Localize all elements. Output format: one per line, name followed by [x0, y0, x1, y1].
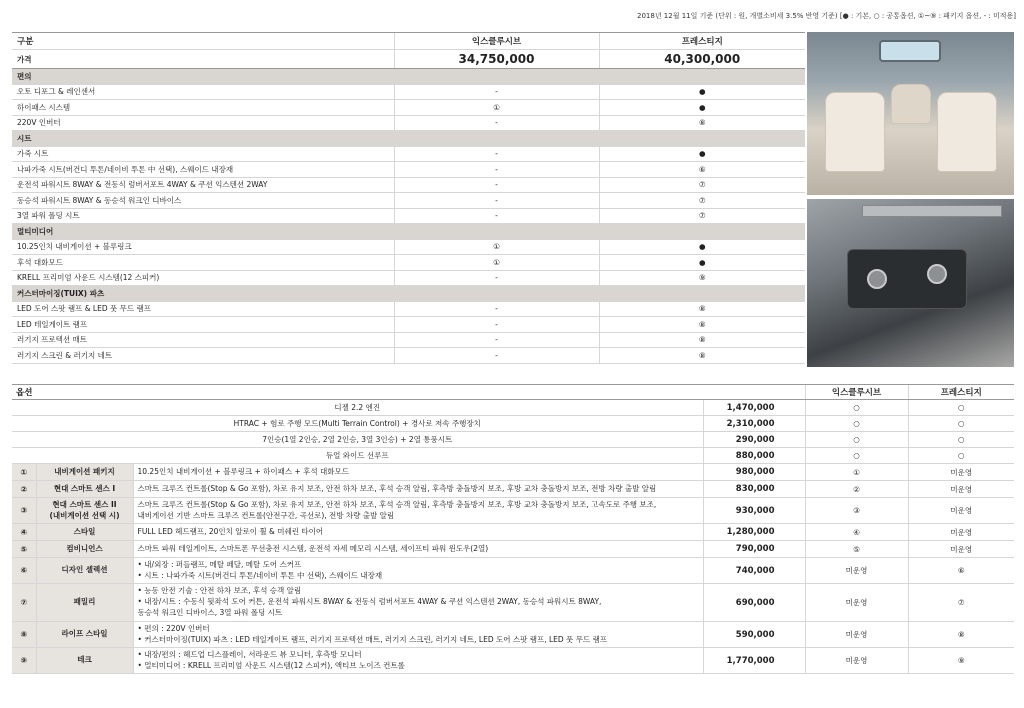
- spec-row: [12, 270, 805, 286]
- section-header: [12, 286, 805, 302]
- price-value: 34,750,000: [394, 50, 599, 69]
- package-desc-line: • 편의 : 220V 인버터: [137, 623, 210, 633]
- sunroof-shape: [879, 40, 941, 62]
- option-avail: ⑨: [908, 648, 1014, 674]
- spec-name: 하이패스 시스템: [12, 100, 394, 116]
- spec-value: ①: [394, 255, 599, 271]
- package-number: ⑨: [12, 648, 36, 674]
- spec-value: -: [394, 348, 599, 364]
- common-option-name: 듀얼 와이드 선루프: [12, 448, 703, 464]
- package-name: [36, 558, 133, 584]
- spec-name: 오토 디포그 & 레인센서: [12, 84, 394, 100]
- common-option-row: [12, 448, 1014, 464]
- option-avail: ○: [805, 432, 908, 448]
- spec-name: KRELL 프리미엄 사운드 시스템(12 스피커): [12, 270, 394, 286]
- spec-table: [12, 32, 805, 364]
- package-desc-line: • 능동 안전 기술 : 안전 하차 보조, 후석 승객 알림: [137, 586, 302, 596]
- trim-header: 프레스티지: [599, 33, 805, 50]
- package-desc-line: • 시트 : 나파가죽 시트(버건디 투톤/네이비 투톤 中 선택), 스웨이드 내장재: [137, 570, 383, 580]
- spec-value: -: [394, 317, 599, 333]
- spec-name: 나파가죽 시트(버건디 투톤/네이비 투톤 中 선택), 스웨이드 내장재: [12, 162, 394, 178]
- spec-value: ●: [599, 84, 805, 100]
- package-row: [12, 584, 1014, 622]
- price-label: 가격: [12, 50, 394, 69]
- section-title: 커스터마이징(TUIX) 파츠: [12, 286, 805, 302]
- option-price: 830,000: [703, 481, 805, 498]
- package-name-text: 테크: [77, 655, 92, 665]
- spec-name: 10.25인치 내비게이션 + 블루링크: [12, 239, 394, 255]
- package-number: ⑥: [12, 558, 36, 584]
- option-avail: ○: [805, 416, 908, 432]
- spec-row: [12, 255, 805, 271]
- package-desc-line: • 내장/편의 : 헤드업 디스플레이, 서라운드 뷰 모니터, 후측방 모니터: [137, 649, 362, 659]
- spec-value: ⑧: [599, 115, 805, 131]
- section-title: 편의: [12, 69, 805, 85]
- package-row: [12, 648, 1014, 674]
- options-header: [12, 385, 1014, 400]
- spec-row: [12, 84, 805, 100]
- option-price: 290,000: [703, 432, 805, 448]
- spec-row: [12, 162, 805, 178]
- option-avail: ③: [805, 498, 908, 524]
- package-desc-line: • 멀티미디어 : KRELL 프리미엄 사운드 시스템(12 스피커), 액티브 노이즈 컨트롤: [137, 660, 405, 670]
- package-desc-line: • 내장/시트 : 수동식 뒷좌석 도어 커튼, 운전석 파워시트 8WAY & 전동식 럼버서포트 4WAY & 쿠션 익스텐션 2WAY, 동승석 파워시트 8WAY,: [137, 597, 602, 607]
- section-header: [12, 224, 805, 240]
- spec-value: ①: [394, 100, 599, 116]
- header-row: [12, 33, 805, 50]
- option-price: 740,000: [703, 558, 805, 584]
- package-desc: [133, 622, 703, 648]
- option-price: 1,280,000: [703, 524, 805, 541]
- package-number: ⑤: [12, 541, 36, 558]
- price-row: [12, 50, 805, 69]
- package-number: ④: [12, 524, 36, 541]
- option-avail: 미운영: [908, 524, 1014, 541]
- spec-row: [12, 177, 805, 193]
- package-desc-line: FULL LED 헤드램프, 20인치 알로이 휠 & 미쉐린 타이어: [137, 526, 324, 536]
- console-shape: [847, 249, 967, 309]
- package-name: [36, 524, 133, 541]
- package-row: [12, 541, 1014, 558]
- spec-row: [12, 348, 805, 364]
- spec-value: -: [394, 332, 599, 348]
- spec-row: [12, 317, 805, 333]
- package-desc-line: 내비게이션 기반 스마트 크루즈 컨트롤(안전구간, 곡선로), 전방 차량 출발 알림: [137, 510, 395, 520]
- dash-strip: [862, 205, 1002, 217]
- option-avail: 미운영: [908, 541, 1014, 558]
- option-avail: ④: [805, 524, 908, 541]
- package-number: ⑦: [12, 584, 36, 622]
- spec-row: [12, 301, 805, 317]
- package-name: [36, 541, 133, 558]
- package-name: [36, 464, 133, 481]
- spec-name: LED 테일게이트 램프: [12, 317, 394, 333]
- spec-value: -: [394, 162, 599, 178]
- option-avail: 미운영: [805, 648, 908, 674]
- package-name-text: 현대 스마트 센스 I: [53, 483, 116, 493]
- section-title: 시트: [12, 131, 805, 147]
- seat-left: [825, 92, 885, 172]
- option-price: 980,000: [703, 464, 805, 481]
- option-avail: 미운영: [805, 558, 908, 584]
- common-option-row: [12, 416, 1014, 432]
- spec-row: [12, 332, 805, 348]
- package-desc-line: 스마트 크루즈 컨트롤(Stop & Go 포함), 차로 유지 보조, 안전 하차 보조, 후석 승객 알림, 후측방 충돌방지 보조, 후방 교차 충돌방지 보조, 전방 차량 출발 알림: [137, 483, 657, 493]
- package-desc-line: 스마트 크루즈 컨트롤(Stop & Go 포함), 차로 유지 보조, 안전 하차 보조, 후석 승객 알림, 후측방 충돌방지 보조, 후방 교차 충돌방지 보조, 고속도로 주행 보조,: [137, 499, 657, 509]
- option-price: 790,000: [703, 541, 805, 558]
- spec-row: [12, 146, 805, 162]
- spec-row: [12, 239, 805, 255]
- option-avail: ②: [805, 481, 908, 498]
- common-option-name: HTRAC + 험로 주행 모드(Multi Terrain Control) + 경사로 저속 주행장치: [12, 416, 703, 432]
- option-avail: ⑥: [908, 558, 1014, 584]
- package-desc: [133, 498, 703, 524]
- option-price: 1,770,000: [703, 648, 805, 674]
- spec-name: 러기지 프로텍션 매트: [12, 332, 394, 348]
- spec-value: -: [394, 146, 599, 162]
- spec-value: ⑦: [599, 193, 805, 209]
- common-option-row: [12, 400, 1014, 416]
- package-desc-line: 스마트 파워 테일게이트, 스마트폰 무선충전 시스템, 운전석 자세 메모리 시스템, 세이프티 파워 윈도우(2열): [137, 543, 489, 553]
- spec-row: [12, 208, 805, 224]
- option-avail: ⑤: [805, 541, 908, 558]
- package-number: ①: [12, 464, 36, 481]
- option-avail: ①: [805, 464, 908, 481]
- package-name-sub: (내비게이션 선택 시): [49, 510, 120, 520]
- package-name: [36, 481, 133, 498]
- package-row: [12, 464, 1014, 481]
- header-label: 구분: [12, 33, 394, 50]
- option-avail: 미운영: [908, 464, 1014, 481]
- option-price: 590,000: [703, 622, 805, 648]
- option-avail: ○: [908, 400, 1014, 416]
- section-title: 멀티미디어: [12, 224, 805, 240]
- package-name-text: 디자인 셀렉션: [61, 565, 108, 575]
- spec-name: LED 도어 스팟 램프 & LED 풋 무드 램프: [12, 301, 394, 317]
- spec-value: ⑦: [599, 177, 805, 193]
- spec-row: [12, 193, 805, 209]
- center-console-photo: [807, 199, 1014, 367]
- spec-value: ⑨: [599, 270, 805, 286]
- spec-value: ●: [599, 100, 805, 116]
- section-header: [12, 131, 805, 147]
- spec-value: -: [394, 208, 599, 224]
- package-name-text: 스타일: [73, 526, 96, 536]
- package-desc: [133, 584, 703, 622]
- package-row: [12, 481, 1014, 498]
- package-row: [12, 498, 1014, 524]
- package-name-text: 패밀리: [73, 597, 96, 607]
- spec-value: ●: [599, 255, 805, 271]
- spec-value: -: [394, 301, 599, 317]
- package-name: [36, 622, 133, 648]
- spec-value: -: [394, 270, 599, 286]
- spec-value: -: [394, 177, 599, 193]
- options-trim: 익스클루시브: [805, 385, 908, 400]
- price-note: 2018년 12월 11일 기준 (단위 : 원, 개별소비세 3.5% 반영 기준) [● : 기본, ○ : 공통옵션, ①~⑨ : 패키지 옵션, - : 미적용]: [637, 12, 1016, 20]
- package-desc-line: 동승석 워크인 디바이스, 3열 파워 폴딩 시트: [137, 607, 283, 617]
- option-price: 690,000: [703, 584, 805, 622]
- spec-value: ⑥: [599, 162, 805, 178]
- seat-rear: [891, 84, 931, 124]
- interior-seats-photo: [807, 32, 1014, 195]
- spec-value: -: [394, 84, 599, 100]
- spec-value: -: [394, 193, 599, 209]
- spec-value: -: [394, 115, 599, 131]
- spec-name: 운전석 파워시트 8WAY & 전동식 럼버서포트 4WAY & 쿠션 익스텐션 2WAY: [12, 177, 394, 193]
- package-name: [36, 648, 133, 674]
- option-avail: 미운영: [805, 622, 908, 648]
- option-avail: 미운영: [908, 498, 1014, 524]
- option-avail: ○: [908, 432, 1014, 448]
- spec-row: [12, 115, 805, 131]
- package-name: [36, 498, 133, 524]
- option-avail: 미운영: [805, 584, 908, 622]
- trim-header: 익스클루시브: [394, 33, 599, 50]
- option-avail: ⑦: [908, 584, 1014, 622]
- package-name-text: 현대 스마트 센스 II: [52, 500, 117, 510]
- spec-value: ⑧: [599, 348, 805, 364]
- section-header: [12, 69, 805, 85]
- option-price: 2,310,000: [703, 416, 805, 432]
- package-name-text: 내비게이션 패키지: [54, 466, 115, 476]
- common-option-row: [12, 432, 1014, 448]
- package-number: ⑧: [12, 622, 36, 648]
- spec-row: [12, 100, 805, 116]
- package-desc: [133, 524, 703, 541]
- package-row: [12, 558, 1014, 584]
- spec-name: 후석 대화모드: [12, 255, 394, 271]
- package-desc-line: • 내/외장 : 퍼들램프, 메탈 페달, 메탈 도어 스커프: [137, 559, 302, 569]
- common-option-name: 7인승(1열 2인승, 2열 2인승, 3열 3인승) + 2열 통풍시트: [12, 432, 703, 448]
- common-option-name: 디젤 2.2 엔진: [12, 400, 703, 416]
- spec-name: 3열 파워 폴딩 시트: [12, 208, 394, 224]
- spec-name: 220V 인버터: [12, 115, 394, 131]
- spec-value: ⑧: [599, 301, 805, 317]
- option-avail: ⑧: [908, 622, 1014, 648]
- spec-name: 가죽 시트: [12, 146, 394, 162]
- options-title: 옵션: [12, 385, 805, 400]
- seat-right: [937, 92, 997, 172]
- options-table: [12, 384, 1014, 674]
- price-value: 40,300,000: [599, 50, 805, 69]
- package-desc: [133, 558, 703, 584]
- package-desc: [133, 648, 703, 674]
- spec-value: ⑧: [599, 332, 805, 348]
- package-number: ③: [12, 498, 36, 524]
- package-desc: [133, 541, 703, 558]
- package-name: [36, 584, 133, 622]
- package-name-text: 라이프 스타일: [61, 629, 108, 639]
- spec-value: ●: [599, 146, 805, 162]
- spec-value: ⑧: [599, 317, 805, 333]
- option-avail: 미운영: [908, 481, 1014, 498]
- option-price: 930,000: [703, 498, 805, 524]
- spec-name: 동승석 파워시트 8WAY & 동승석 워크인 디바이스: [12, 193, 394, 209]
- option-avail: ○: [908, 416, 1014, 432]
- package-desc: [133, 481, 703, 498]
- spec-value: ①: [394, 239, 599, 255]
- option-price: 880,000: [703, 448, 805, 464]
- option-avail: ○: [908, 448, 1014, 464]
- option-avail: ○: [805, 400, 908, 416]
- package-number: ②: [12, 481, 36, 498]
- package-desc-line: 10.25인치 내비게이션 + 블루링크 + 하이패스 + 후석 대화모드: [137, 466, 350, 476]
- package-row: [12, 524, 1014, 541]
- options-trim: 프레스티지: [908, 385, 1014, 400]
- spec-value: ⑦: [599, 208, 805, 224]
- option-avail: ○: [805, 448, 908, 464]
- package-desc-line: • 커스터마이징(TUIX) 파츠 : LED 테일게이트 램프, 러기지 프로텍션 매트, 러기지 스크린, 러기지 네트, LED 도어 스팟 램프, LED 풋 무드 램프: [137, 634, 608, 644]
- package-desc: [133, 464, 703, 481]
- package-name-text: 컴비니언스: [66, 543, 103, 553]
- option-price: 1,470,000: [703, 400, 805, 416]
- knob-right: [927, 264, 947, 284]
- package-row: [12, 622, 1014, 648]
- spec-value: ●: [599, 239, 805, 255]
- knob-left: [867, 269, 887, 289]
- spec-name: 러기지 스크린 & 러기지 네트: [12, 348, 394, 364]
